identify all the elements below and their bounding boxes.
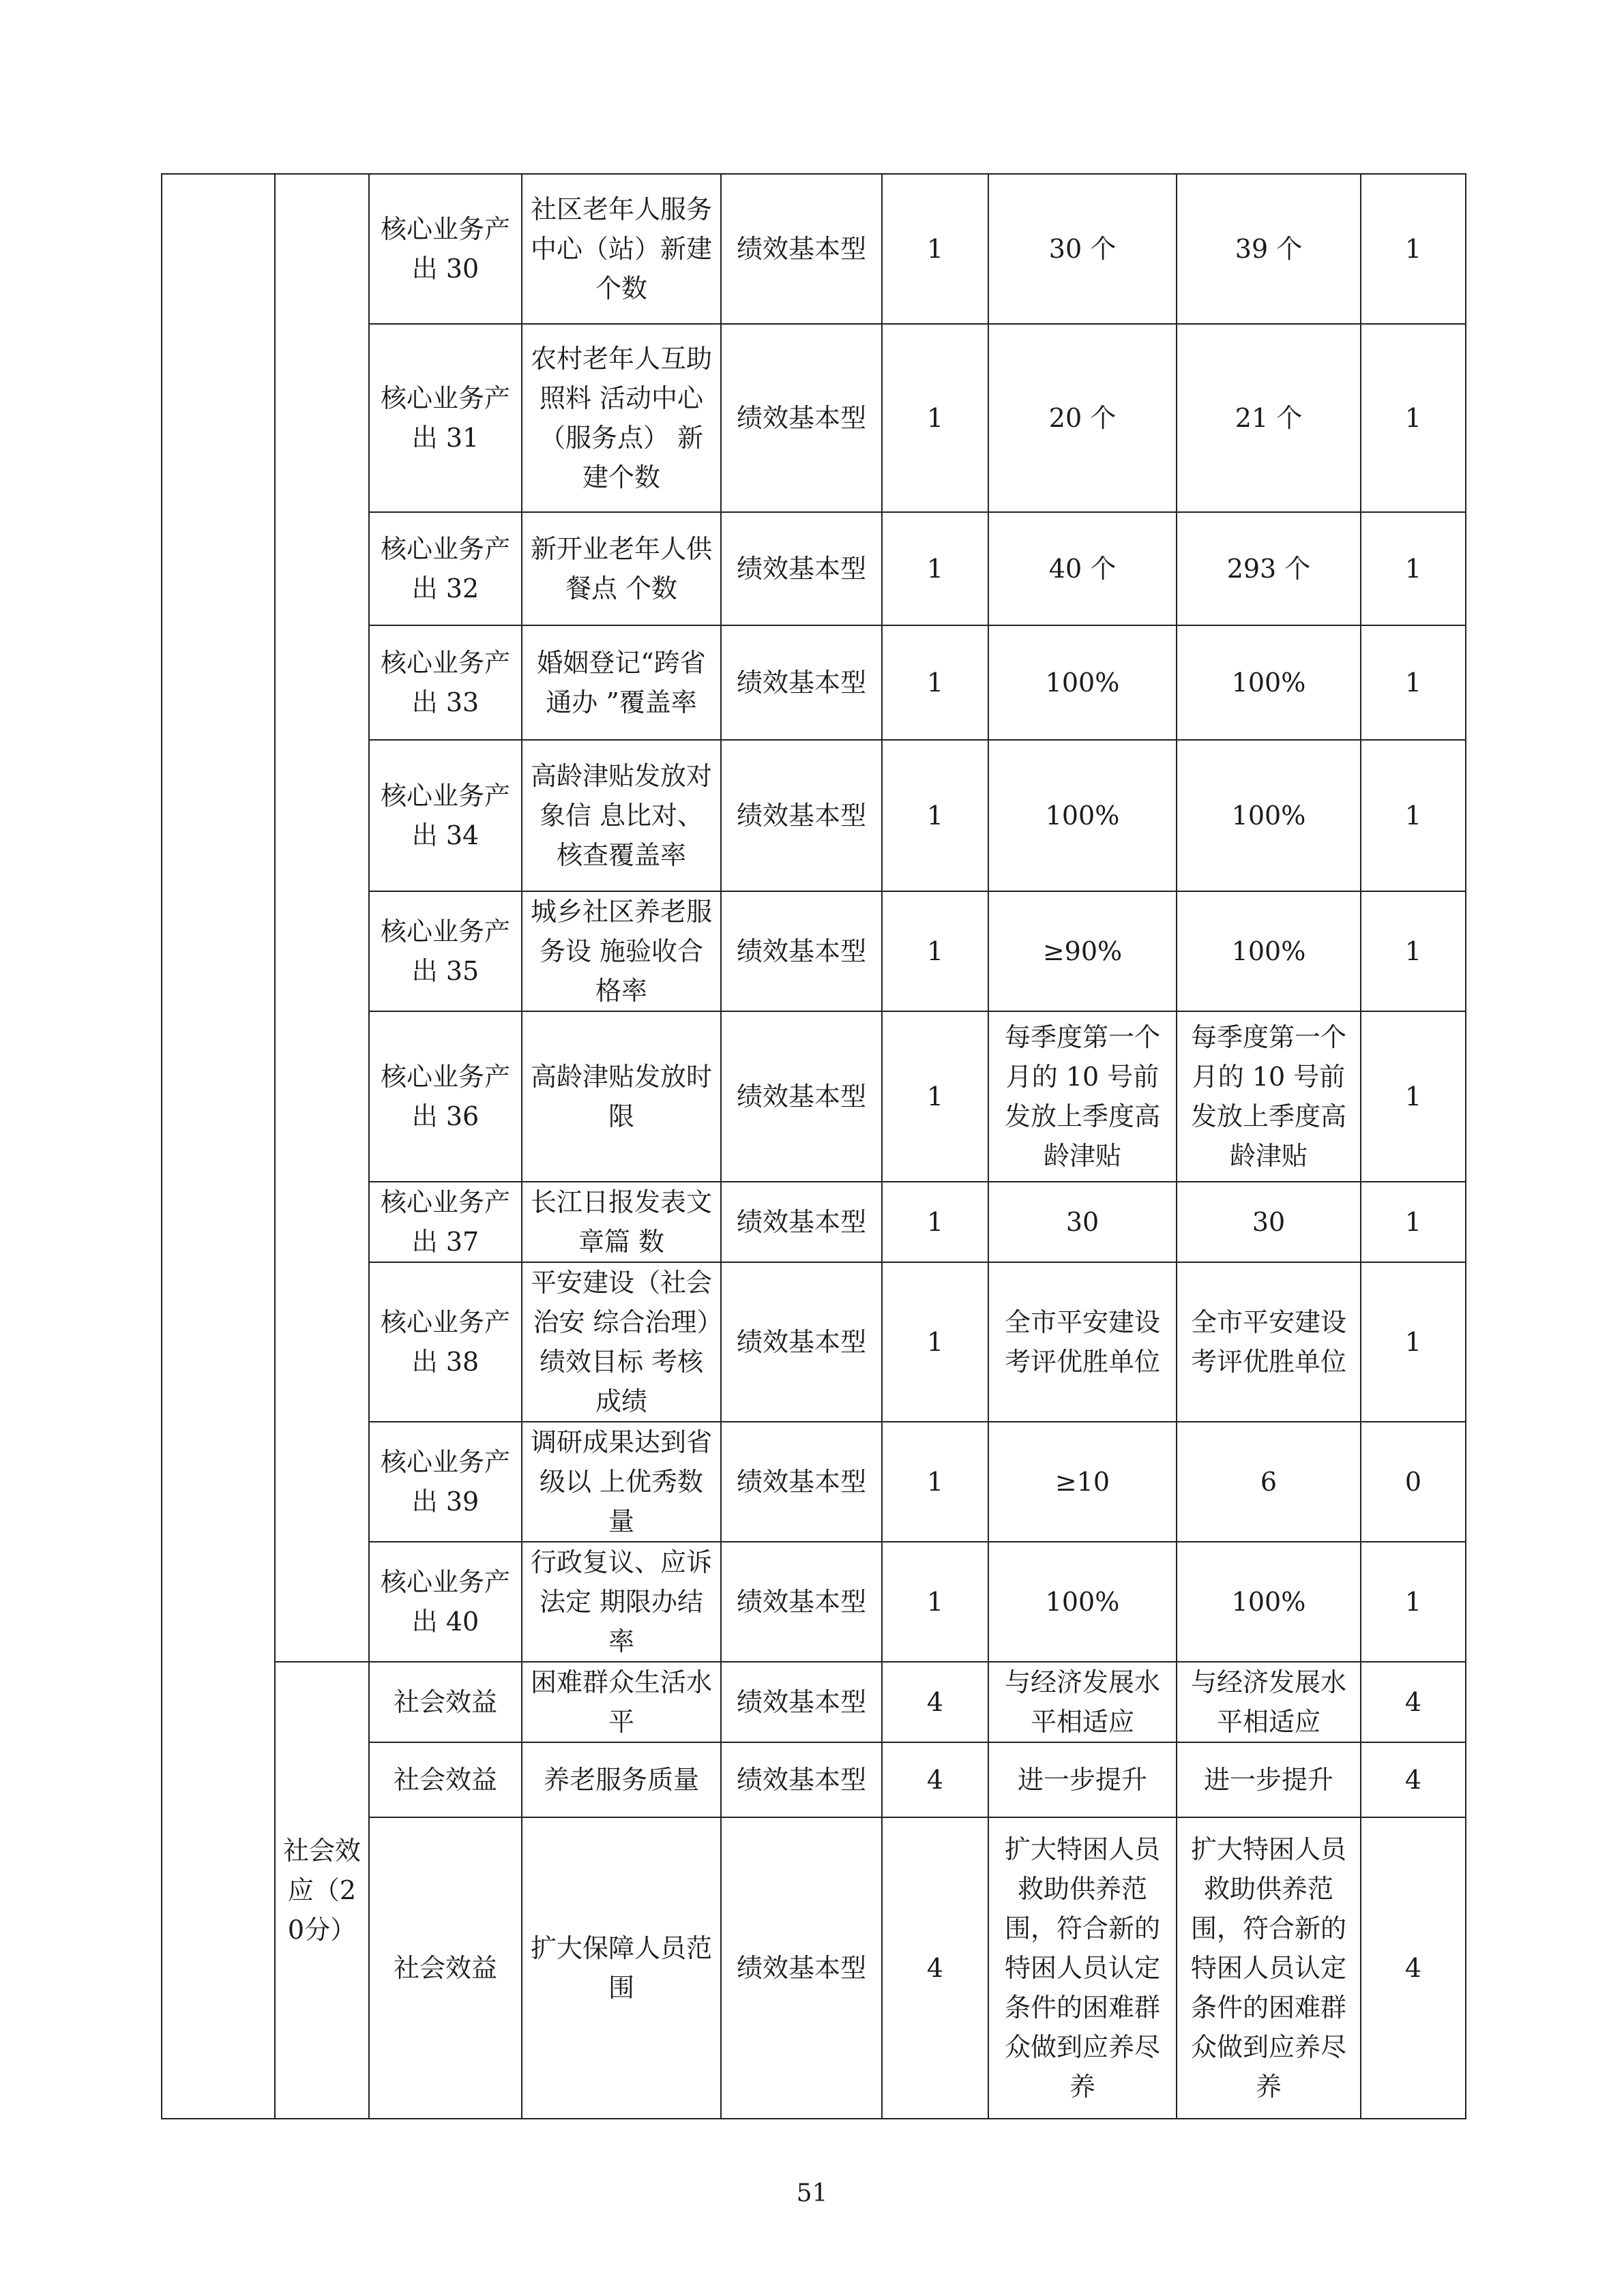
target-cell: 30	[988, 1182, 1177, 1262]
weight-cell: 1	[882, 1422, 988, 1542]
type-cell: 绩效基本型	[721, 1262, 882, 1422]
target-cell: 全市平安建设考评优胜单位	[988, 1262, 1177, 1422]
content-cell: 高龄津贴发放时限	[522, 1011, 721, 1182]
actual-cell: 扩大特困人员救助供养范围，符合新的特困人员认定条件的困难群众做到应养尽养	[1177, 1817, 1361, 2119]
indicator-cell: 社会效益	[369, 1742, 522, 1817]
score-cell: 1	[1361, 1182, 1466, 1262]
weight-cell: 1	[882, 1011, 988, 1182]
indicator-cell: 核心业务产出 39	[369, 1422, 522, 1542]
score-cell: 1	[1361, 174, 1466, 324]
score-cell: 4	[1361, 1817, 1466, 2119]
content-cell: 平安建设（社会治安 综合治理）绩效目标 考核成绩	[522, 1262, 721, 1422]
weight-cell: 1	[882, 174, 988, 324]
weight-cell: 4	[882, 1662, 988, 1742]
type-cell: 绩效基本型	[721, 324, 882, 512]
score-cell: 4	[1361, 1742, 1466, 1817]
type-cell: 绩效基本型	[721, 1817, 882, 2119]
actual-cell: 21 个	[1177, 324, 1361, 512]
target-cell: 20 个	[988, 324, 1177, 512]
weight-cell: 1	[882, 740, 988, 891]
table-row	[162, 1662, 1466, 1742]
content-cell: 新开业老年人供餐点 个数	[522, 512, 721, 625]
content-cell: 扩大保障人员范围	[522, 1817, 721, 2119]
actual-cell: 30	[1177, 1182, 1361, 1262]
actual-cell: 全市平安建设考评优胜单位	[1177, 1262, 1361, 1422]
weight-cell: 1	[882, 1262, 988, 1422]
content-cell: 农村老年人互助照料 活动中心（服务点） 新建个数	[522, 324, 721, 512]
indicator-cell: 核心业务产出 38	[369, 1262, 522, 1422]
type-cell: 绩效基本型	[721, 1742, 882, 1817]
score-cell: 1	[1361, 1262, 1466, 1422]
actual-cell: 进一步提升	[1177, 1742, 1361, 1817]
type-cell: 绩效基本型	[721, 1182, 882, 1262]
content-cell: 长江日报发表文章篇 数	[522, 1182, 721, 1262]
score-cell: 0	[1361, 1422, 1466, 1542]
content-cell: 高龄津贴发放对象信 息比对、核查覆盖率	[522, 740, 721, 891]
indicator-cell: 核心业务产出 32	[369, 512, 522, 625]
target-cell: 扩大特困人员救助供养范围，符合新的特困人员认定条件的困难群众做到应养尽养	[988, 1817, 1177, 2119]
target-cell: ≥10	[988, 1422, 1177, 1542]
score-cell: 1	[1361, 1011, 1466, 1182]
level2-cell-output	[275, 174, 369, 1662]
table-body	[162, 174, 1466, 2119]
indicator-cell: 核心业务产出 35	[369, 891, 522, 1011]
score-cell: 1	[1361, 625, 1466, 740]
indicator-cell: 核心业务产出 37	[369, 1182, 522, 1262]
score-cell: 1	[1361, 324, 1466, 512]
score-cell: 1	[1361, 1542, 1466, 1662]
content-cell: 行政复议、应诉法定 期限办结率	[522, 1542, 721, 1662]
weight-cell: 1	[882, 625, 988, 740]
target-cell: 进一步提升	[988, 1742, 1177, 1817]
type-cell: 绩效基本型	[721, 174, 882, 324]
content-cell: 婚姻登记“跨省通办 ”覆盖率	[522, 625, 721, 740]
target-cell: 30 个	[988, 174, 1177, 324]
actual-cell: 100%	[1177, 740, 1361, 891]
target-cell: 100%	[988, 625, 1177, 740]
indicator-cell: 社会效益	[369, 1817, 522, 2119]
content-cell: 社区老年人服务中心（站）新建个数	[522, 174, 721, 324]
content-cell: 困难群众生活水平	[522, 1662, 721, 1742]
table-row	[162, 174, 1466, 324]
performance-table	[161, 173, 1466, 2119]
score-cell: 1	[1361, 740, 1466, 891]
score-cell: 1	[1361, 891, 1466, 1011]
type-cell: 绩效基本型	[721, 625, 882, 740]
indicator-cell: 核心业务产出 33	[369, 625, 522, 740]
actual-cell: 每季度第一个月的 10 号前发放上季度高龄津贴	[1177, 1011, 1361, 1182]
actual-cell: 6	[1177, 1422, 1361, 1542]
weight-cell: 1	[882, 512, 988, 625]
weight-cell: 1	[882, 324, 988, 512]
target-cell: 40 个	[988, 512, 1177, 625]
type-cell: 绩效基本型	[721, 1542, 882, 1662]
indicator-cell: 核心业务产出 40	[369, 1542, 522, 1662]
indicator-cell: 社会效益	[369, 1662, 522, 1742]
weight-cell: 1	[882, 1542, 988, 1662]
type-cell: 绩效基本型	[721, 512, 882, 625]
score-cell: 1	[1361, 512, 1466, 625]
indicator-cell: 核心业务产出 36	[369, 1011, 522, 1182]
level1-cell	[162, 174, 275, 2119]
content-cell: 养老服务质量	[522, 1742, 721, 1817]
type-cell: 绩效基本型	[721, 1011, 882, 1182]
score-cell: 4	[1361, 1662, 1466, 1742]
actual-cell: 100%	[1177, 625, 1361, 740]
type-cell: 绩效基本型	[721, 1662, 882, 1742]
actual-cell: 100%	[1177, 891, 1361, 1011]
weight-cell: 4	[882, 1742, 988, 1817]
content-cell: 城乡社区养老服务设 施验收合格率	[522, 891, 721, 1011]
actual-cell: 100%	[1177, 1542, 1361, 1662]
page-number: 51	[796, 2179, 828, 2207]
target-cell: 与经济发展水平相适应	[988, 1662, 1177, 1742]
target-cell: 100%	[988, 1542, 1177, 1662]
weight-cell: 4	[882, 1817, 988, 2119]
weight-cell: 1	[882, 891, 988, 1011]
actual-cell: 与经济发展水平相适应	[1177, 1662, 1361, 1742]
indicator-cell: 核心业务产出 31	[369, 324, 522, 512]
indicator-cell: 核心业务产出 34	[369, 740, 522, 891]
target-cell: 每季度第一个月的 10 号前发放上季度高龄津贴	[988, 1011, 1177, 1182]
actual-cell: 39 个	[1177, 174, 1361, 324]
type-cell: 绩效基本型	[721, 740, 882, 891]
type-cell: 绩效基本型	[721, 1422, 882, 1542]
social-effect-group-cell: 社会效应（20分）	[275, 1662, 369, 2119]
target-cell: ≥90%	[988, 891, 1177, 1011]
indicator-cell: 核心业务产出 30	[369, 174, 522, 324]
type-cell: 绩效基本型	[721, 891, 882, 1011]
actual-cell: 293 个	[1177, 512, 1361, 625]
weight-cell: 1	[882, 1182, 988, 1262]
target-cell: 100%	[988, 740, 1177, 891]
content-cell: 调研成果达到省级以 上优秀数量	[522, 1422, 721, 1542]
